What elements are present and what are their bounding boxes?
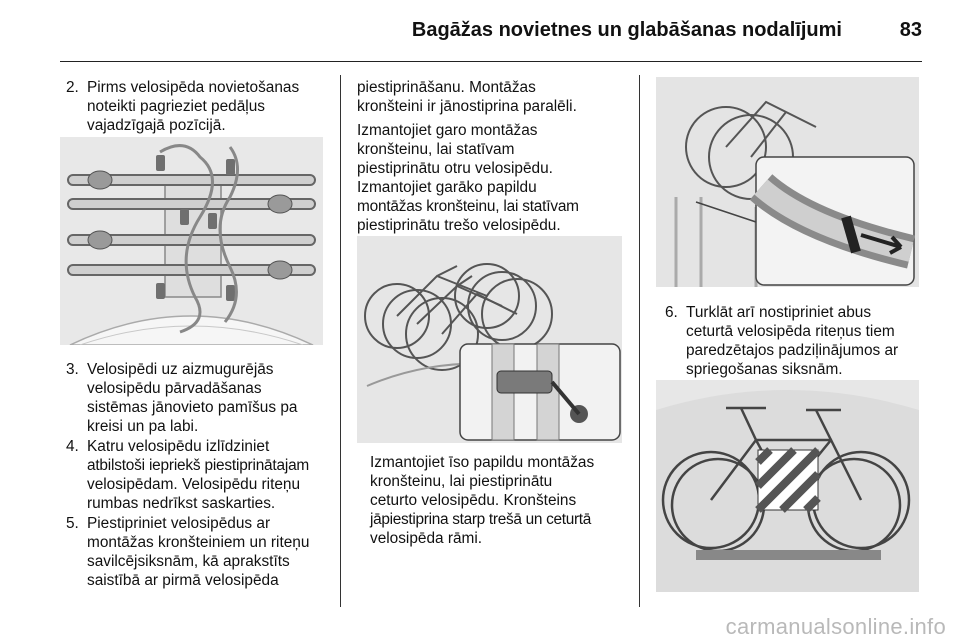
step-text-line: Velosipēdi uz aizmugurējās bbox=[87, 361, 274, 378]
page-title: Bagāžas novietnes un glabāšanas nodalījumi bbox=[411, 19, 842, 41]
paragraph-4 bbox=[370, 453, 635, 548]
step-text-line: savilcējsiksnām, kā aprakstīts bbox=[87, 553, 290, 570]
step-number: 6. bbox=[665, 304, 678, 321]
text-line: Izmantojiet īso papildu montāžas bbox=[370, 454, 595, 471]
step-6 bbox=[665, 303, 925, 379]
page-number: 83 bbox=[899, 19, 922, 41]
step-number: 4. bbox=[66, 438, 79, 455]
bike-carrier-top-view-illustration bbox=[60, 137, 323, 345]
three-bikes-mounted-illustration bbox=[357, 236, 622, 443]
text-line: jāpiestiprina starp trešā un ceturtā bbox=[370, 511, 592, 528]
watermark: carmanualsonline.info bbox=[725, 614, 946, 639]
step-number: 3. bbox=[66, 361, 79, 378]
text-line: kronšteinu, lai statīvam bbox=[357, 141, 515, 158]
step-text-line: paredzētajos padziļinājumos ar bbox=[686, 342, 899, 359]
text-line: kronšteinu, lai piestiprinātu bbox=[370, 473, 553, 490]
text-line: Izmantojiet garo montāžas bbox=[357, 122, 538, 139]
text-line: piestiprinātu otru velosipēdu. bbox=[357, 160, 553, 177]
step-text-line: velosipēdam. Velosipēdu riteņu bbox=[87, 476, 301, 493]
paragraph-3 bbox=[357, 178, 635, 235]
step-text-line: saistībā ar pirmā velosipēda bbox=[87, 572, 279, 589]
text-line: ceturto velosipēdu. Kronšteins bbox=[370, 492, 577, 509]
step-text-line: sistēmas jānovieto pamīšus pa bbox=[87, 399, 298, 416]
step-text-line: Piestipriniet velosipēdus ar bbox=[87, 515, 271, 532]
step-5 bbox=[66, 514, 338, 590]
text-line: piestiprinātu trešo velosipēdu. bbox=[357, 217, 561, 234]
step-text-line: ceturtā velosipēda riteņus tiem bbox=[686, 323, 895, 340]
text-line: Izmantojiet garāko papildu bbox=[357, 179, 537, 196]
bikes-on-carrier-rear-view-illustration bbox=[656, 380, 919, 592]
step-3 bbox=[66, 360, 336, 436]
step-text-line: kreisi un pa labi. bbox=[87, 418, 199, 435]
text-line: montāžas kronšteinu, lai statīvam bbox=[357, 198, 579, 215]
paragraph-2 bbox=[357, 121, 632, 178]
step-text-line: noteikti pagrieziet pedāļus bbox=[87, 98, 265, 115]
text-line: piestiprināšanu. Montāžas bbox=[357, 79, 536, 96]
step-text-line: Katru velosipēdu izlīdziniet bbox=[87, 438, 270, 455]
step-text-line: vajadzīgajā pozīcijā. bbox=[87, 117, 226, 134]
step-text-line: atbilstoši iepriekš piestiprinātajam bbox=[87, 457, 310, 474]
step-4 bbox=[66, 437, 338, 513]
step-2 bbox=[66, 78, 336, 135]
step-text-line: Turklāt arī nostipriniet abus bbox=[686, 304, 872, 321]
step-text-line: Pirms velosipēda novietošanas bbox=[87, 79, 300, 96]
step-number: 5. bbox=[66, 515, 79, 532]
step-text-line: spriegošanas siksnām. bbox=[686, 361, 843, 378]
step-text-line: rumbas nedrīkst saskarties. bbox=[87, 495, 276, 512]
text-line: velosipēda rāmi. bbox=[370, 530, 483, 547]
wheel-strap-tensioning-illustration bbox=[656, 77, 919, 287]
paragraph-1 bbox=[357, 78, 632, 116]
step-text-line: velosipēdu pārvadāšanas bbox=[87, 380, 262, 397]
column-divider-1 bbox=[340, 75, 341, 607]
header-divider bbox=[60, 61, 922, 62]
step-number: 2. bbox=[66, 79, 79, 96]
text-line: kronšteini ir jānostiprina paralēli. bbox=[357, 98, 577, 115]
step-text-line: montāžas kronšteiniem un riteņu bbox=[87, 534, 310, 551]
column-divider-2 bbox=[639, 75, 640, 607]
